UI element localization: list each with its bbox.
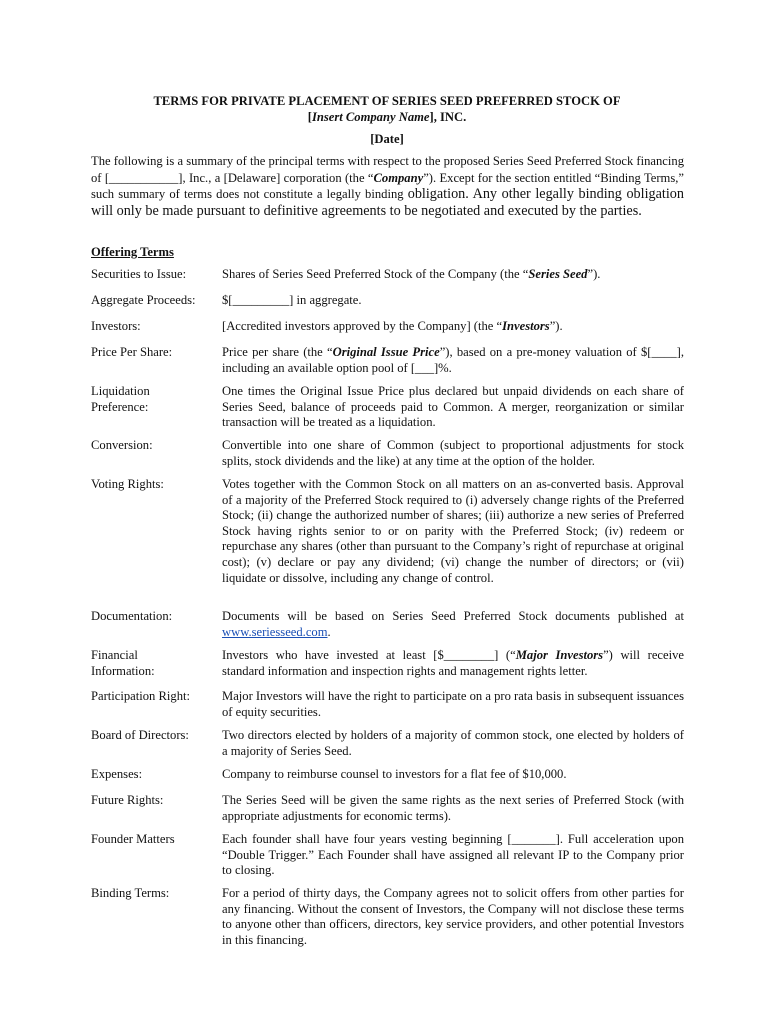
- term-value-securities: [222, 267, 684, 283]
- term-value-future: The Series Seed will be given the same rights as the next series of Preferred Stock (with appropriate adjustments for economic terms).: [222, 793, 684, 823]
- term-label-board: Board of Directors:: [91, 728, 189, 742]
- offering-terms-heading: Offering Terms: [91, 245, 174, 259]
- term-value-founder: Each founder shall have four years vesting beginning [_______]. Full acceleration upon “Double Trigger.” Each Founder shall have assigned all relevant IP to the Company prior to closing.: [222, 832, 684, 878]
- securities-pre: Shares of Series Seed Preferred Stock of the Company (the “: [222, 267, 529, 281]
- investors-defined-term: Investors: [502, 319, 550, 333]
- term-value-conversion: Convertible into one share of Common (subject to proportional adjustments for stock splits, stock dividends and the like) at any time at the option of the holder.: [222, 438, 684, 468]
- term-label-conversion: Conversion:: [91, 438, 153, 452]
- term-label-founder: Founder Matters: [91, 832, 175, 846]
- term-value-participation: Major Investors will have the right to participate on a pro rata basis in subsequent issuances of equity securities.: [222, 689, 685, 719]
- term-value-expenses: Company to reimburse counsel to investors for a flat fee of $10,000.: [222, 767, 567, 781]
- term-label-investors: Investors:: [91, 319, 141, 333]
- financial-defined-term: Major Investors: [515, 648, 604, 662]
- intro-part-2: ”). Except for the section entitled “Binding Terms,” such summary of terms does not constitute a legally binding: [91, 170, 684, 201]
- term-value-documentation: [222, 609, 684, 640]
- title-company-placeholder: Insert Company Name: [311, 110, 430, 124]
- term-label-liquidation: [91, 384, 216, 415]
- intro-company-term: Company: [373, 170, 424, 185]
- financial-pre: Investors who have invested at least [$________] (“: [222, 648, 516, 662]
- price-pre: Price per share (the “: [222, 345, 333, 359]
- securities-defined-term: Series Seed: [528, 267, 588, 281]
- term-label-securities: Securities to Issue:: [91, 267, 187, 281]
- liquidation-label-line-2: Preference:: [91, 399, 149, 414]
- securities-post: ”).: [587, 267, 601, 281]
- document-title: [90, 93, 684, 125]
- intro-part-3: obligation. Any other legally binding obligation will only be made pursuant to definitive agreements to be negotiated and executed by the parties.: [91, 186, 684, 219]
- term-label-participation: Participation Right:: [91, 689, 190, 703]
- documentation-post: .: [327, 624, 331, 639]
- intro-part-1: The following is a summary of the principal terms with respect to the proposed Series Seed Preferred Stock financing of [___________], Inc., a [Delaware] corporation (the “: [91, 154, 684, 185]
- term-value-aggregate: $[_________] in aggregate.: [222, 293, 362, 307]
- price-defined-term: Original Issue Price: [332, 345, 440, 359]
- liquidation-label-line-1: Liquidation: [91, 384, 150, 398]
- price-post: ”), based on a pre-money valuation of $[____], including an available option pool of [___]%.: [222, 345, 684, 375]
- investors-pre: [Accredited investors approved by the Company] (the “: [222, 319, 503, 333]
- document-date: [Date]: [370, 132, 404, 146]
- term-label-future: Future Rights:: [91, 793, 164, 807]
- intro-paragraph: [91, 153, 684, 219]
- financial-post: ”) will receive standard information and inspection rights and management rights letter.: [222, 648, 684, 678]
- title-bracket-open: [: [307, 110, 312, 124]
- term-label-expenses: Expenses:: [91, 767, 143, 781]
- term-label-voting: Voting Rights:: [91, 477, 164, 491]
- term-value-financial: [222, 648, 684, 679]
- documentation-text: Documents will be based on Series Seed Preferred Stock documents published at: [222, 609, 684, 623]
- term-value-price: [222, 345, 684, 376]
- term-label-documentation: Documentation:: [91, 609, 173, 623]
- seriesseed-link[interactable]: www.seriesseed.com: [222, 624, 328, 639]
- term-value-investors: [222, 319, 684, 335]
- term-label-financial: [91, 648, 216, 679]
- title-suffix: ], INC.: [429, 110, 467, 124]
- title-line-1: TERMS FOR PRIVATE PLACEMENT OF SERIES SEED PREFERRED STOCK OF: [153, 94, 621, 108]
- financial-label-line-1: Financial: [91, 648, 138, 662]
- term-value-liquidation: One times the Original Issue Price plus declared but unpaid dividends on each share of Series Seed, balance of proceeds paid to Common. A merger, reorganization or similar transaction will be treated as a liquidation.: [222, 384, 684, 430]
- investors-post: ”).: [549, 319, 563, 333]
- term-value-binding: For a period of thirty days, the Company agrees not to solicit offers from other parties for any financing. Without the consent of Investors, the Company will not disclose these terms to anyone other than officers, directors, key service providers, and other potential Investors in this financing.: [222, 886, 684, 947]
- term-label-price: Price Per Share:: [91, 345, 173, 359]
- term-value-board: Two directors elected by holders of a majority of common stock, one elected by holders of a majority of Series Seed.: [222, 728, 684, 758]
- financial-label-line-2: Information:: [91, 663, 155, 678]
- term-label-binding: Binding Terms:: [91, 886, 170, 900]
- term-label-aggregate: Aggregate Proceeds:: [91, 293, 196, 307]
- term-value-voting: Votes together with the Common Stock on all matters on an as-converted basis. Approval of a majority of the Preferred Stock required to (i) adversely change rights of the Preferred Stock; (ii) change the authorized number of shares; (iii) authorize a new series of Preferred Stock having rights senior to or on parity with the Preferred Stock; (iv) redeem or repurchase any shares (other than pursuant to the Company’s right of repurchase at original cost); (v) declare or pay any dividend; (vi) change the number of directors; or (vii) liquidate or dissolve, including any change of control.: [222, 477, 684, 585]
